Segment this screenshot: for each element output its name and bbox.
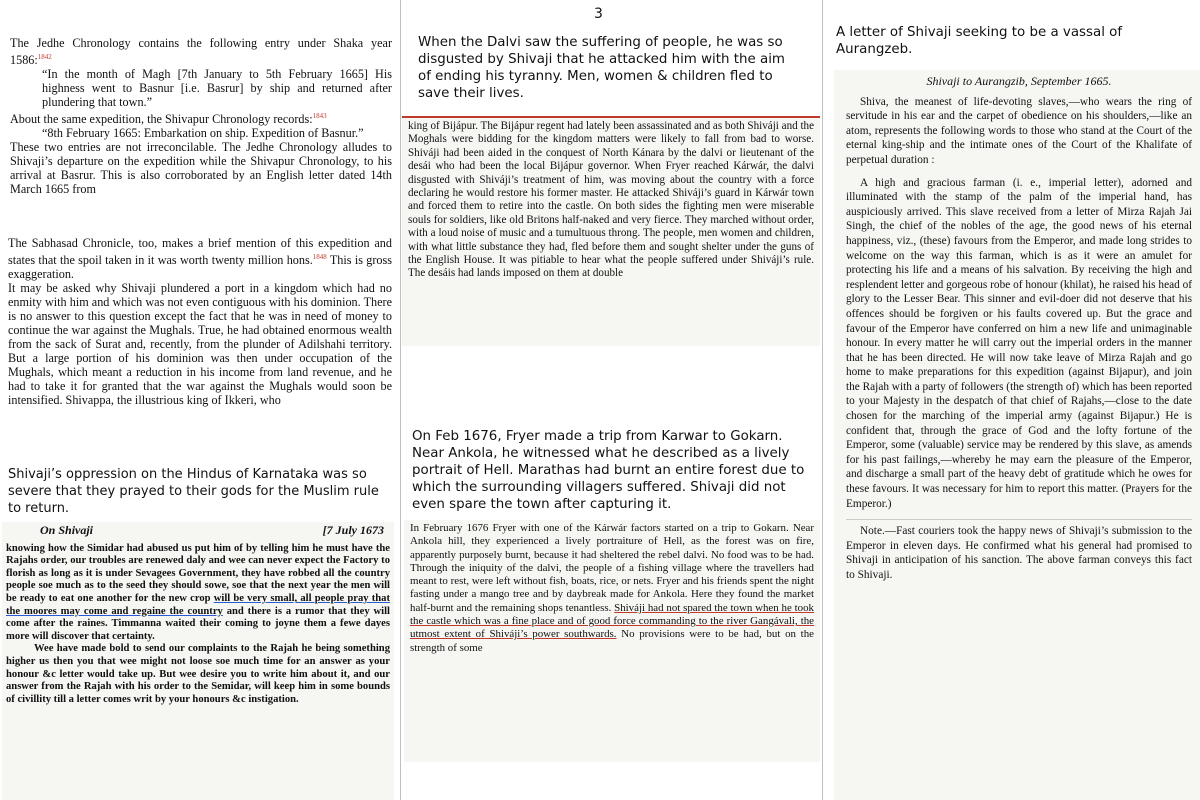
column-divider-right <box>822 0 823 800</box>
letter-title: Shivaji to Aurangzib, September 1665. <box>926 74 1112 88</box>
letter-note: Note.—Fast couriers took the happy news of Shivaji’s submission to the Emperor in eleven days. He confirmed what his general had promised to Shivaji in anticipation of his sanction. The above farman conveys this fact to Shivaji. <box>846 519 1192 582</box>
letter-text-highlight: will be very small, all people pray that the moores may come and regaine the country <box>6 592 390 617</box>
column-divider-left <box>400 0 401 800</box>
footnote-ref-1848: 1848 <box>312 253 327 261</box>
ankola-text-highlight: Shiváji had not spared the town when he took the castle which was a fine place and of good force commanding to the river Gangávali, the utmost extent of Shiváji’s power southwards. <box>410 601 814 641</box>
footnote-ref-1842: 1842 <box>37 53 52 61</box>
jedhe-line-1b: Shaka year 1586: <box>10 36 392 68</box>
letter-text-a: knowing how the Simidar had abused us put him of by telling him he must have the Rajahs order, our troubles are renewed daly and wee can never expect the Factory to florish as long as it is under Sevagees Government, they have robbed all the country people soe much as to the seed they should sowe, soe that the next year the men will be ready to eat one another for the new crop <box>6 542 390 604</box>
excerpt-fryer-karwar <box>402 116 820 346</box>
jedhe-line-1a: The Jedhe Chronology contains the following entry under <box>10 36 326 50</box>
excerpt-fryer-ankola <box>404 520 820 762</box>
letter-text-d: Wee have made bold to send our complaints to the Rajah he being something higher us then you that wee might not loose soe much time for an answer as your honour &c letter would take up. But wee desire you to write him about it, and our answer from the Rajah with his order to the Semidar, will keep him in some bounds of civillity till a letter comes writ by your honours &c instigation. <box>6 643 390 705</box>
letter-para-1: Shiva, the meanest of life-devoting slaves,—who wears the ring of servitude in his ear and the carpet of obedience on his shoulders,—like an atom, represents the following words to those who stand at the Court of the eternal king-ship and the intimate ones of the Court of the Khalifate of perpetual duration : <box>846 95 1192 166</box>
letter-header-right: [7 July 1673 <box>322 523 384 537</box>
caption-fryer-gokarn: On Feb 1676, Fryer made a trip from Karwar to Gokarn. Near Ankola, he witnessed what he described as a lively portrait of Hell. Marathas had burnt an entire forest due to which the surrounding villagers suffered. Shivaji did not even spare the town after capturing it. <box>412 429 805 512</box>
ankola-text-a: In February 1676 Fryer with one of the Kárwár factors started on a trip to Gokarn. Near Ankola hill, they experienced a lively portraiture of Hell, as the forest was on fire, apparently purposely burnt, because it had sheltered the rebel dalvi. No food was to be had. Through the iniquity of the dalvi, the people of a fishing village where the travellers had meant to rest, were left without fish, boats, rice, or nets. Fryer and his friends spent the night fasting under a mango tree and by daybreak made for Ankola. Here they found the market half-burnt and the remaining shops tenantless. <box>410 522 814 614</box>
page-number: 3 <box>594 6 603 22</box>
excerpt-sabhasad-chronicle <box>8 236 392 444</box>
caption-vassal-letter: A letter of Shivaji seeking to be a vassal of Aurangzeb. <box>836 25 1123 57</box>
excerpt-jedhe-chronology <box>10 36 392 220</box>
letter-header-left: On Shivaji <box>40 523 94 537</box>
excerpt-shivaji-to-aurangzib <box>834 70 1200 800</box>
caption-karnataka-oppression: Shivaji’s oppression on the Hindus of Karnataka was so severe that they prayed to their gods for the Muslim rule to return. <box>8 467 379 516</box>
sabhasad-para-2: It may be asked why Shivaji plundered a port in a kingdom which had no enmity with him and which was not even contiguous with his dominion. There is no answer to this question except the fact that he was in need of money to continue the war against the Mughals. True, he had obtained enormous wealth from the sack of Surat and, recently, from the plunder of Adilshahi territory. But a large portion of his dominion was then under occupation of the Mughals, which meant a reduction in his income from land revenue, and he had to take it for granted that the war against the Mughals would soon be intensified. Shivappa, the illustrious king of Ikkeri, who <box>8 281 392 408</box>
footnote-ref-1843: 1843 <box>312 112 327 121</box>
sabhasad-para-1b: This is gross exaggeration. <box>8 253 392 282</box>
jedhe-quote-1: “In the month of Magh [7th January to 5th February 1665] His highness went to Basnur [i.e. Basrur] by ship and returned after plundering that town.” <box>42 67 392 110</box>
letter-para-2: A high and gracious farman (i. e., imperial letter), adorned and illuminated with the stamp of the palm of the imperial hand, has auspiciously arrived. This slave received from a letter of Mirza Rajah Jai Singh, the chief of the nobles of the age, the good news of his eternal happiness, viz., (these) favours from the Emperor, and made long strides to welcome on the way this farman, which is as it were an amulet for protecting his life and a means of his salvation. By receiving the high and resplendent letter and gorgeous robe of honour (khilat), he raised his head of glory to the Lesser Bear. This sinner and evil-doer did not deserve that his offences should be forgiven or his faults covered up. But the grace and favour of the Emperor have conferred on him a new life and unimaginable honour. In every matter he will carry out the imperial orders in the manner that he has been directed. He will now take leave of Mirza Rajah and go home to make preparations for this expedition (against Bijapur), and join the Rajah with a party of followers (the strength of) which has been reported to your Majesty in the despatch of that chief of Rajahs,—close to the date chosen for the marching of the imperial army (against Bijapur.) He is confident that, through the grace of God and the lofty fortune of the Emperor, some (valuable) service may be rendered by this slave, as amends for his past failings,—whereby he may earn the pleasure of the Emperor, and discharge a small part of the heavy debt of gratitude which he owes for these favours. It was necessary for him to report this matter. (Prayers for the Emperor.) <box>846 176 1193 510</box>
ankola-text-c: No provisions were to be had, but on the strength of some <box>410 628 814 654</box>
letter-text-c: and there is a rumor that they will come after the raines. Timmanna waited their coming to joyne them a fewe dayes more will discover that certainty. <box>6 605 390 642</box>
shivapur-line: About the same expedition, the Shivapur Chronology records: <box>10 112 313 127</box>
excerpt-english-factory-letter <box>2 522 394 800</box>
jedhe-paragraph: These two entries are not irreconcilable. The Jedhe Chronology alludes to Shivaji’s departure on the expedition while the Shivapur Chronology, to his arrival at Basrur. This is also corroborated by an English letter dated 14th March 1665 from <box>10 140 392 197</box>
caption-dalvi-attack: When the Dalvi saw the suffering of people, he was so disgusted by Shivaji that he attacked him with the aim of ending his tyranny. Men, women & children fled to save their lives. <box>418 35 785 101</box>
shivapur-quote: “8th February 1665: Embarkation on ship. Expedition of Basnur.” <box>42 126 364 141</box>
sabhasad-para-1a: The Sabhasad Chronicle, too, makes a brief mention of this expedition and states that the spoil taken in it was worth twenty million hons. <box>8 236 392 268</box>
fryer-karwar-text: king of Bijápur. The Bijápur regent had lately been assassinated and as both Shiváji and the Moghals were bidding for the kingdom matters were likely to fall from bad to worse. Shiváji had been aided in the conquest of North Kánara by the dalvi or lieutenant of the desái who had been the local Bijápur governor. When Fryer reached Kárwár, the dalvi disgusted with Shiváji’s treatment of him, was moving about the country with a force declaring he would restore his former master. He attacked Shiváji’s guard in Kárwár town and forced them to retire into the castle. On both sides the fighting men were miserable souls for soldiers, like old Britons half-naked and very fierce. They marched without order, with a loud noise of music and a tumultuous throng. The people, men women and children, with what little substance they had, fled before them and sought shelter under the guns of the English House. It was pitiable to hear what the people suffered under Shiváji’s rule. The desáis had lands imposed on them at double <box>408 120 814 280</box>
